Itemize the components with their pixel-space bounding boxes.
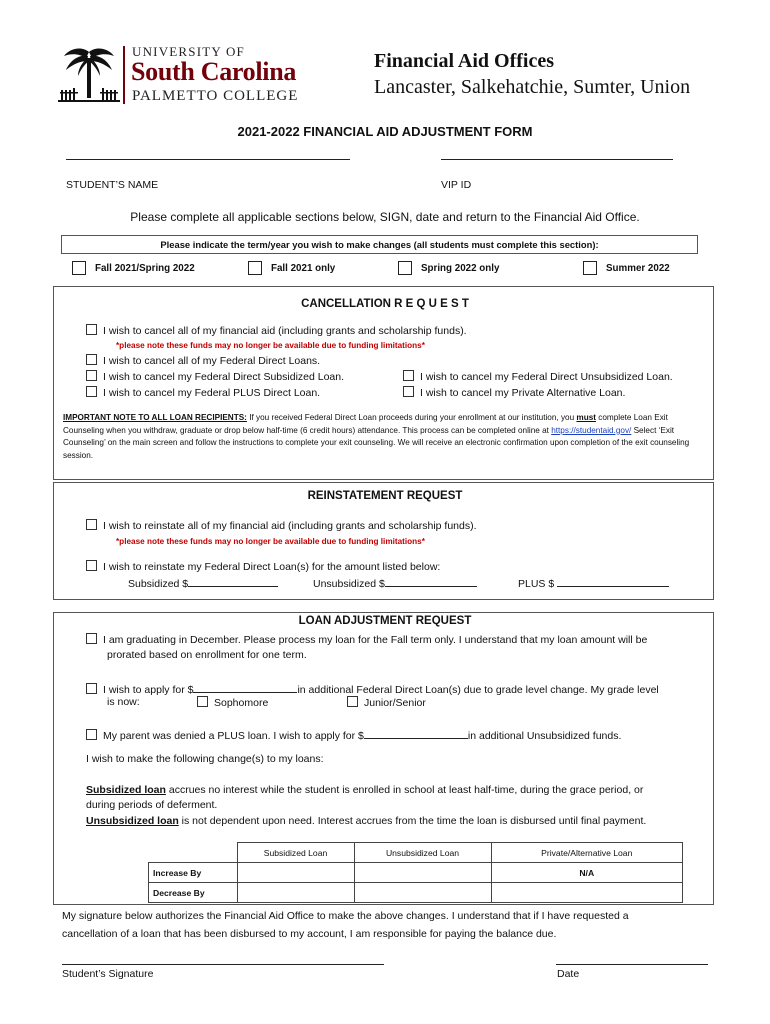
cancel-plus-checkbox[interactable] bbox=[86, 386, 97, 397]
table-header-row bbox=[149, 843, 683, 863]
reinstate-unsubsidized-field[interactable] bbox=[385, 575, 477, 587]
office-campuses: Lancaster, Salkehatchie, Sumter, Union bbox=[374, 76, 691, 98]
junior-senior-checkbox[interactable] bbox=[347, 696, 358, 707]
important-note bbox=[63, 412, 705, 462]
cancel-all-aid-label: I wish to cancel all of my financial aid (including grants and scholarship funds). bbox=[103, 325, 467, 337]
graduating-label: I am graduating in December. Please process my loan for the Fall term only. I understand that my loan amount will be bbox=[103, 634, 648, 646]
signature-statement-1: My signature below authorizes the Financial Aid Office to make the above changes. I understand that if I have requested a bbox=[62, 910, 629, 922]
term-option-summer: Summer 2022 bbox=[606, 263, 670, 274]
reinstate-subsidized-field[interactable] bbox=[188, 575, 278, 587]
unsubsidized-term: Unsubsidized loan bbox=[86, 815, 179, 827]
reinstatement-title: REINSTATEMENT REQUEST bbox=[307, 490, 463, 502]
increase-subsidized-cell[interactable] bbox=[237, 863, 354, 883]
cancel-direct-all-checkbox[interactable] bbox=[86, 354, 97, 365]
form-title: 2021-2022 FINANCIAL AID ADJUSTMENT FORM bbox=[237, 124, 533, 139]
junior-senior-option bbox=[347, 696, 426, 709]
decrease-subsidized-cell[interactable] bbox=[237, 883, 354, 903]
reinstate-plus-amount bbox=[518, 575, 669, 590]
term-option-spring: Spring 2022 only bbox=[421, 263, 500, 274]
cancel-all-aid-row bbox=[86, 324, 467, 337]
reinstate-all-aid-label: I wish to reinstate all of my financial aid (including grants and scholarship funds). bbox=[103, 520, 477, 532]
reinstate-loans-row bbox=[86, 560, 440, 573]
cancel-all-aid-checkbox[interactable] bbox=[86, 324, 97, 335]
graduating-checkbox[interactable] bbox=[86, 633, 97, 644]
header-unsubsidized: Unsubsidized Loan bbox=[354, 843, 491, 863]
cancel-private-label: I wish to cancel my Private Alternative Loan. bbox=[420, 387, 626, 399]
grade-level-label-pre: I wish to apply for $ bbox=[103, 684, 194, 696]
important-note-text3: Select ‘Exit Counseling’ on the main screen and follow the instructions to complete your exit counseling. We will receive an electronic confirmation upon completion of the exit counseling session. bbox=[63, 425, 690, 460]
term-option-fall-spring: Fall 2021/Spring 2022 bbox=[95, 263, 195, 274]
decrease-unsubsidized-cell[interactable] bbox=[354, 883, 491, 903]
table-corner bbox=[149, 843, 238, 863]
term-checkbox-fall-spring[interactable] bbox=[72, 261, 86, 275]
reinstate-all-aid-row bbox=[86, 519, 477, 532]
grade-level-amount-field[interactable] bbox=[193, 681, 297, 693]
term-checkbox-fall[interactable] bbox=[248, 261, 262, 275]
cancel-plus-label: I wish to cancel my Federal PLUS Direct Loan. bbox=[103, 387, 321, 399]
loan-adjustment-title: LOAN ADJUSTMENT REQUEST bbox=[298, 615, 472, 627]
cancel-unsubsidized-checkbox[interactable] bbox=[403, 370, 414, 381]
reinstate-plus-label: PLUS $ bbox=[518, 578, 555, 590]
reinstate-loans-label: I wish to reinstate my Federal Direct Loan(s) for the amount listed below: bbox=[103, 561, 441, 573]
reinstate-subsidized-amount bbox=[128, 575, 278, 590]
reinstate-loans-checkbox[interactable] bbox=[86, 560, 97, 571]
sophomore-label: Sophomore bbox=[214, 697, 269, 709]
changes-label: I wish to make the following change(s) to my loans: bbox=[86, 753, 324, 765]
important-note-text2: complete Loan Exit Counseling when you withdraw, graduate or drop below half-time (6 credit hours) attendance. This process can be completed online at bbox=[63, 413, 668, 435]
graduating-label-2: prorated based on enrollment for one term. bbox=[107, 649, 307, 661]
reinstate-unsubsidized-label: Unsubsidized $ bbox=[313, 578, 385, 590]
cancel-subsidized-checkbox[interactable] bbox=[86, 370, 97, 381]
subsidized-text-2: during periods of deferment. bbox=[86, 799, 218, 811]
signature-field[interactable] bbox=[62, 964, 384, 965]
cancel-unsubsidized-label: I wish to cancel my Federal Direct Unsubsidized Loan. bbox=[420, 371, 673, 383]
grade-level-row bbox=[86, 681, 659, 696]
student-name-label: STUDENT’S NAME bbox=[66, 179, 159, 191]
plus-denied-checkbox[interactable] bbox=[86, 729, 97, 740]
increase-unsubsidized-cell[interactable] bbox=[354, 863, 491, 883]
table-row bbox=[149, 883, 683, 903]
logo-divider bbox=[123, 46, 125, 104]
plus-denied-row bbox=[86, 727, 621, 742]
vip-id-label: VIP ID bbox=[441, 179, 472, 191]
important-note-label: IMPORTANT NOTE TO ALL LOAN RECIPIENTS: bbox=[63, 413, 247, 422]
cancel-subsidized-label: I wish to cancel my Federal Direct Subsidized Loan. bbox=[103, 371, 345, 383]
term-checkbox-spring[interactable] bbox=[398, 261, 412, 275]
plus-denied-amount-field[interactable] bbox=[364, 727, 468, 739]
cancel-unsubsidized-row bbox=[403, 370, 673, 383]
unsubsidized-explanation bbox=[86, 815, 646, 827]
grade-level-is-now: is now: bbox=[107, 696, 140, 708]
unsubsidized-text: is not dependent upon need. Interest accrues from the time the loan is disbursed until final payment. bbox=[178, 815, 647, 827]
graduating-row bbox=[86, 633, 647, 646]
plus-denied-label-pre: My parent was denied a PLUS loan. I wish to apply for $ bbox=[103, 730, 364, 742]
plus-denied-label-post: in additional Unsubsidized funds. bbox=[467, 730, 622, 742]
reinstate-subsidized-label: Subsidized $ bbox=[128, 578, 189, 590]
sophomore-option bbox=[197, 696, 268, 709]
subsidized-explanation bbox=[86, 784, 643, 796]
header-subsidized: Subsidized Loan bbox=[237, 843, 354, 863]
reinstate-unsubsidized-amount bbox=[313, 575, 477, 590]
term-option-fall: Fall 2021 only bbox=[271, 263, 336, 274]
increase-private-na: N/A bbox=[491, 863, 683, 883]
loan-change-table bbox=[148, 842, 683, 903]
grade-level-label-post: in additional Federal Direct Loan(s) due to grade level change. My grade level bbox=[297, 684, 659, 696]
cancel-private-checkbox[interactable] bbox=[403, 386, 414, 397]
row-label-increase: Increase By bbox=[149, 863, 238, 883]
sophomore-checkbox[interactable] bbox=[197, 696, 208, 707]
logo-line2: South Carolina bbox=[131, 57, 297, 86]
subsidized-text: accrues no interest while the student is enrolled in school at least half-time, during the grace period, or bbox=[165, 784, 644, 796]
cancel-private-row bbox=[403, 386, 625, 399]
palmetto-tree-icon bbox=[58, 44, 120, 106]
cancel-direct-all-label: I wish to cancel all of my Federal Direct Loans. bbox=[103, 355, 321, 367]
reinstate-funding-note: *please note these funds may no longer be available due to funding limitations* bbox=[116, 537, 425, 546]
signature-label: Student’s Signature bbox=[62, 968, 154, 980]
important-note-must: must bbox=[576, 413, 596, 422]
term-header: Please indicate the term/year you wish to make changes (all students must complete this section): bbox=[160, 239, 599, 250]
row-label-decrease: Decrease By bbox=[149, 883, 238, 903]
reinstate-all-aid-checkbox[interactable] bbox=[86, 519, 97, 530]
vip-id-field[interactable] bbox=[441, 159, 673, 160]
decrease-private-cell[interactable] bbox=[491, 883, 683, 903]
university-logo bbox=[58, 44, 323, 108]
important-note-text1: If you received Federal Direct Loan proceeds during your enrollment at our institution, you bbox=[246, 413, 577, 422]
student-name-field[interactable] bbox=[66, 159, 350, 160]
term-checkbox-summer[interactable] bbox=[583, 261, 597, 275]
reinstate-plus-field[interactable] bbox=[557, 575, 669, 587]
cancel-funding-note: *please note these funds may no longer be available due to funding limitations* bbox=[116, 341, 425, 350]
office-title: Financial Aid Offices bbox=[374, 50, 554, 72]
header-private: Private/Alternative Loan bbox=[491, 843, 683, 863]
date-field[interactable] bbox=[556, 964, 708, 965]
cancel-direct-all-row bbox=[86, 354, 320, 367]
logo-line1: UNIVERSITY OF bbox=[132, 44, 245, 59]
instructions: Please complete all applicable sections below, SIGN, date and return to the Financial Aid Office. bbox=[130, 210, 640, 224]
cancel-plus-row bbox=[86, 386, 320, 399]
table-row bbox=[149, 863, 683, 883]
subsidized-term: Subsidized loan bbox=[86, 784, 166, 796]
cancellation-title: CANCELLATION R E Q U E S T bbox=[301, 298, 469, 310]
grade-level-checkbox[interactable] bbox=[86, 683, 97, 694]
cancel-subsidized-row bbox=[86, 370, 344, 383]
studentaid-link[interactable]: https://studentaid.gov/ bbox=[551, 425, 632, 435]
signature-statement-2: cancellation of a loan that has been disbursed to my account, I am responsible for paying the balance due. bbox=[62, 928, 557, 940]
logo-line3: PALMETTO COLLEGE bbox=[132, 88, 299, 104]
date-label: Date bbox=[557, 968, 580, 980]
junior-senior-label: Junior/Senior bbox=[364, 697, 426, 709]
term-header-box bbox=[61, 235, 698, 254]
